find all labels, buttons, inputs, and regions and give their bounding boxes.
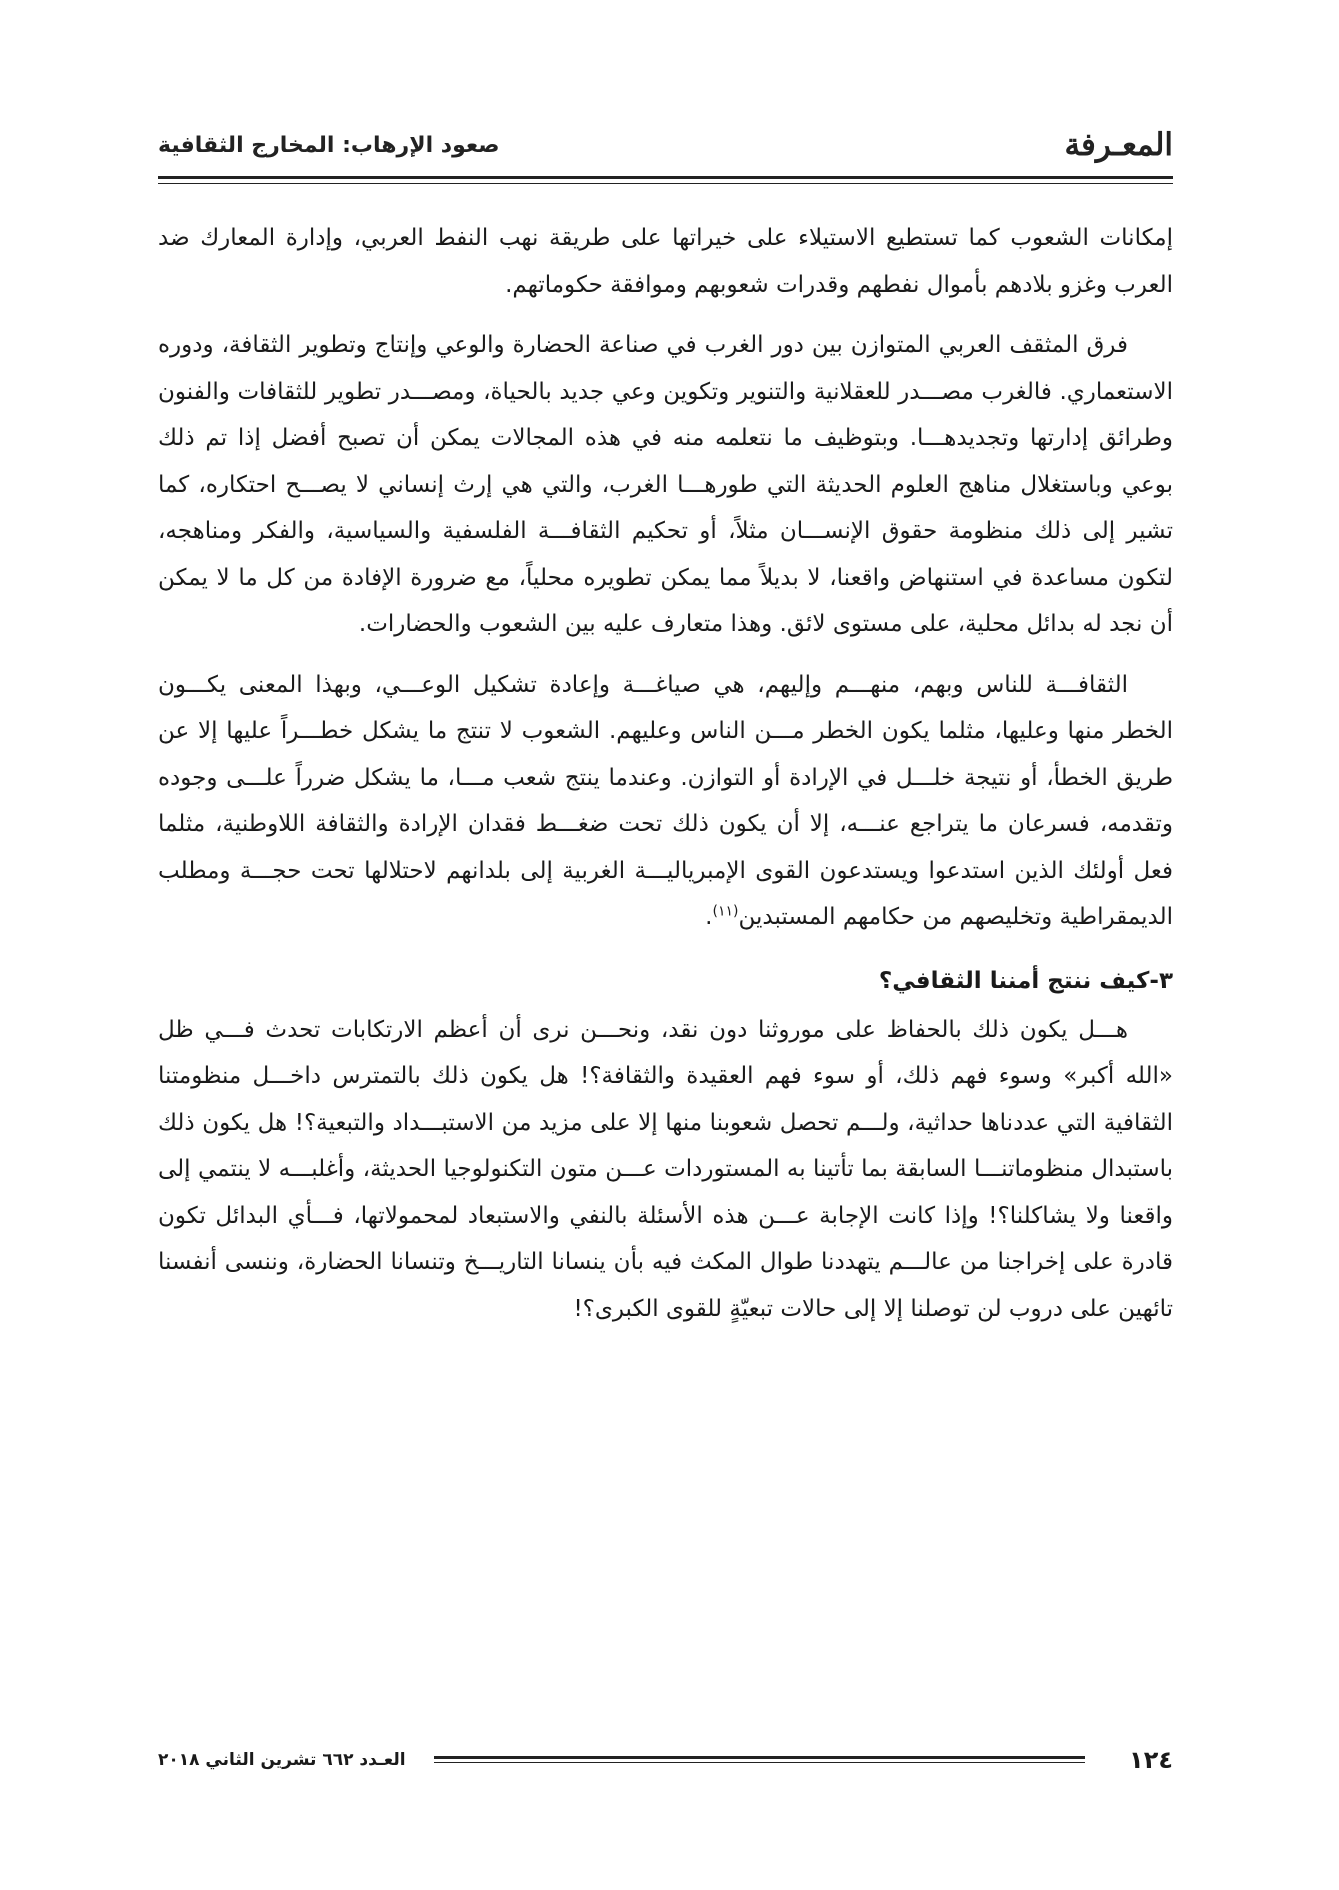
article-body [158,215,1173,1346]
magazine-logo: المعـرفة [1064,127,1173,163]
page-footer [158,1740,1173,1780]
issue-info: العـدد ٦٦٢ تشرين الثاني ٢٠١٨ [158,1750,406,1770]
section-heading: ٣-كيف ننتج أمننا الثقافي؟ [878,967,1173,994]
page-number: ١٢٤ [1129,1746,1173,1774]
paragraph: فرق المثقف العربي المتوازن بين دور الغرب في صناعة الحضارة والوعي وإنتاج وتطوير الثقافة، ودوره الاستعماري. فالغرب مصـــدر للعقلانية والتنوير وتكوين وعي جديد بالحياة، ومصـــدر تطوير للثقافات والفنون وطرائق إدارتها وتجديدهـــا. وبتوظيف ما نتعلمه منه في هذه المجالات يمكن أن تصبح أفضل إذا تم ذلك بوعي وباستغلال مناهج العلوم الحديثة التي طورهـــا الغرب، والتي هي إرث إنساني لا يصـــح احتكاره، كما تشير إلى ذلك منظومة حقوق الإنســـان مثلاً، أو تحكيم الثقافـــة الفلسفية والسياسية، والفكر ومناهجه، لتكون مساعدة في استنهاض واقعنا، لا بديلاً مما يمكن تطويره محلياً، مع ضرورة الإفادة من كل ما لا يمكن أن نجد له بدائل محلية، على مستوى لائق. وهذا متعارف عليه بين الشعوب والحضارات. [158,332,1173,637]
paragraph [158,662,1173,941]
paragraph-end: . [705,904,713,930]
footnote-reference: (١١) [712,903,739,920]
paragraph: هـــل يكون ذلك بالحفاظ على موروثنا دون نقد، ونحـــن نرى أن أعظم الارتكابات تحدث فـــي ظل «الله أكبر» وسوء فهم ذلك، أو سوء فهم العقيدة والثقافة؟! هل يكون ذلك بالتمترس داخـــل منظومتنا الثقافية التي عددناها حداثية، ولـــم تحصل شعوبنا منها إلا على مزيد من الاستبـــداد والتبعية؟! هل يكون ذلك باستبدال منظوماتنـــا السابقة بما تأتينا به المستوردات عـــن متون التكنولوجيا الحديثة، وأغلبـــه لا ينتمي إلى واقعنا ولا يشاكلنا؟! وإذا كانت الإجابة عـــن هذه الأسئلة بالنفي والاستبعاد لمحمولاتها، فـــأي البدائل تكون قادرة على إخراجنا من عالـــم يتهددنا طوال المكث فيه بأن ينسانا التاريـــخ وتنسانا الحضارة، وننسى أنفسنا تائهين على دروب لن توصلنا إلا إلى حالات تبعيّةٍ للقوى الكبرى؟! [158,1016,1173,1322]
header-rule [158,176,1173,179]
footer-rule [434,1756,1085,1764]
header-rule-thin [158,183,1173,184]
paragraph-text: الثقافـــة للناس وبهم، منهـــم وإليهم، هي صياغـــة وإعادة تشكيل الوعـــي، وبهذا المعنى يكـــون الخطر منها وعليها، مثلما يكون الخطر مـــن الناس وعليهم. الشعوب لا تنتج ما يشكل خطـــراً عليها إلا عن طريق الخطأ، أو نتيجة خلـــل في الإرادة أو التوازن. وعندما ينتج شعب مـــا، ما يشكل ضرراً علـــى وجوده وتقدمه، فسرعان ما يتراجع عنـــه، إلا أن يكون ذلك تحت ضغـــط فقدان الإرادة والثقافة اللاوطنية، مثلما فعل أولئك الذين استدعوا ويستدعون القوى الإمبرياليـــة الغربية إلى بلدانهم لاحتلالها تحت حجـــة ومطلب الديمقراطية وتخليصهم من حكامهم المستبدين [158,671,1173,930]
running-title: صعود الإرهاب: المخارج الثقافية [158,132,500,158]
page-header [158,120,1173,170]
paragraph-continued: إمكانات الشعوب كما تستطيع الاستيلاء على خيراتها على طريقة نهب النفط العربي، وإدارة المعارك ضد العرب وغزو بلادهم بأموال نفطهم وقدرات شعوبهم وموافقة حكوماتهم. [158,225,1173,298]
